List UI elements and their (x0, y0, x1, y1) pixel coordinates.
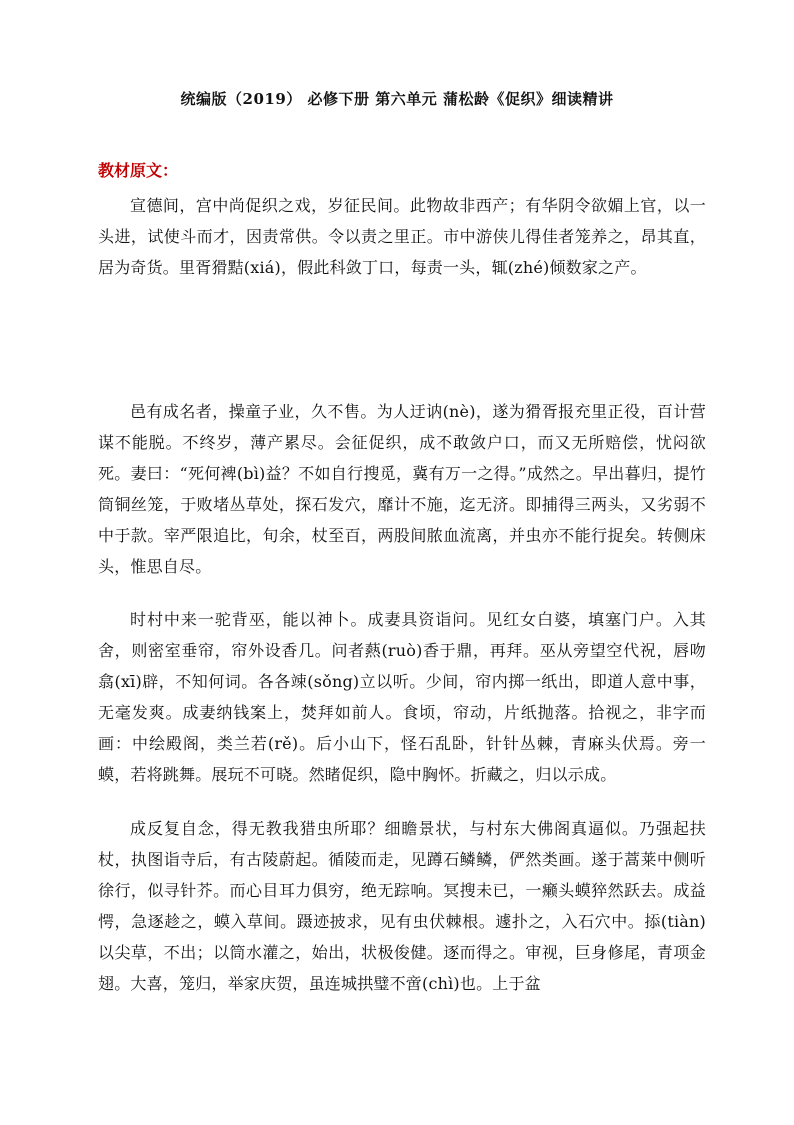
paragraph: 时村中来一驼背巫，能以神卜。成妻具资诣问。见红女白婆，填塞门户。入其舍，则密室垂帘，帘外设香几。问者爇(ruò)香于鼎，再拜。巫从旁望空代祝，唇吻翕(xī)辟，不知何词。各各竦(sǒng)立以听。少间，帘内掷一纸出，即道人意中事，无毫发爽。成妻纳钱案上，焚拜如前人。食顷，帘动，片纸抛落。拾视之，非字而画：中绘殿阁，类兰若(rě)。后小山下，怪石乱卧，针针丛棘，青麻头伏焉。旁一蟆，若将跳舞。展玩不可晓。然睹促织，隐中胸怀。折藏之，归以示成。 (98, 610, 706, 784)
document-title: 统编版（2019） 必修下册 第六单元 蒲松龄《促织》细读精讲 (180, 90, 614, 108)
section-heading: 教材原文： (98, 161, 179, 180)
paragraph: 宣德间，宫中尚促织之戏，岁征民间。此物故非西产；有华阴令欲媚上官，以一头进，试使斗而才，因责常供。令以责之里正。市中游侠儿得佳者笼养之，昂其直，居为奇货。里胥猾黠(xiá)，假此科敛丁口，每责一头，辄(zhé)倾数家之产。 (98, 196, 706, 277)
paragraph: 邑有成名者，操童子业，久不售。为人迂讷(nè)，遂为猾胥报充里正役，百计营谋不能脱。不终岁，薄产累尽。会征促织，成不敢敛户口，而又无所赔偿，忧闷欲死。妻曰：“死何裨(bì)益？不如自行搜觅，冀有万一之得。”成然之。早出暮归，提竹筒铜丝笼，于败堵丛草处，探石发穴，靡计不施，迄无济。即捕得三两头，又劣弱不中于款。宰严限追比，旬余，杖至百，两股间脓血流离，并虫亦不能行捉矣。转侧床头，惟思自尽。 (98, 402, 706, 576)
paragraph: 成反复自念，得无教我猎虫所耶？细瞻景状，与村东大佛阁真逼似。乃强起扶杖，执图诣寺后，有古陵蔚起。循陵而走，见蹲石鳞鳞，俨然类画。遂于蒿莱中侧听徐行，似寻针芥。而心目耳力俱穷，绝无踪响。冥搜未已，一癞头蟆猝然跃去。成益愕，急逐趁之，蟆入草间。蹑迹披求，见有虫伏棘根。遽扑之，入石穴中。掭(tiàn)以尖草，不出；以筒水灌之，始出，状极俊健。逐而得之。审视，巨身修尾，青项金翅。大喜，笼归，举家庆贺，虽连城拱璧不啻(chì)也。上于盆 (98, 819, 706, 993)
